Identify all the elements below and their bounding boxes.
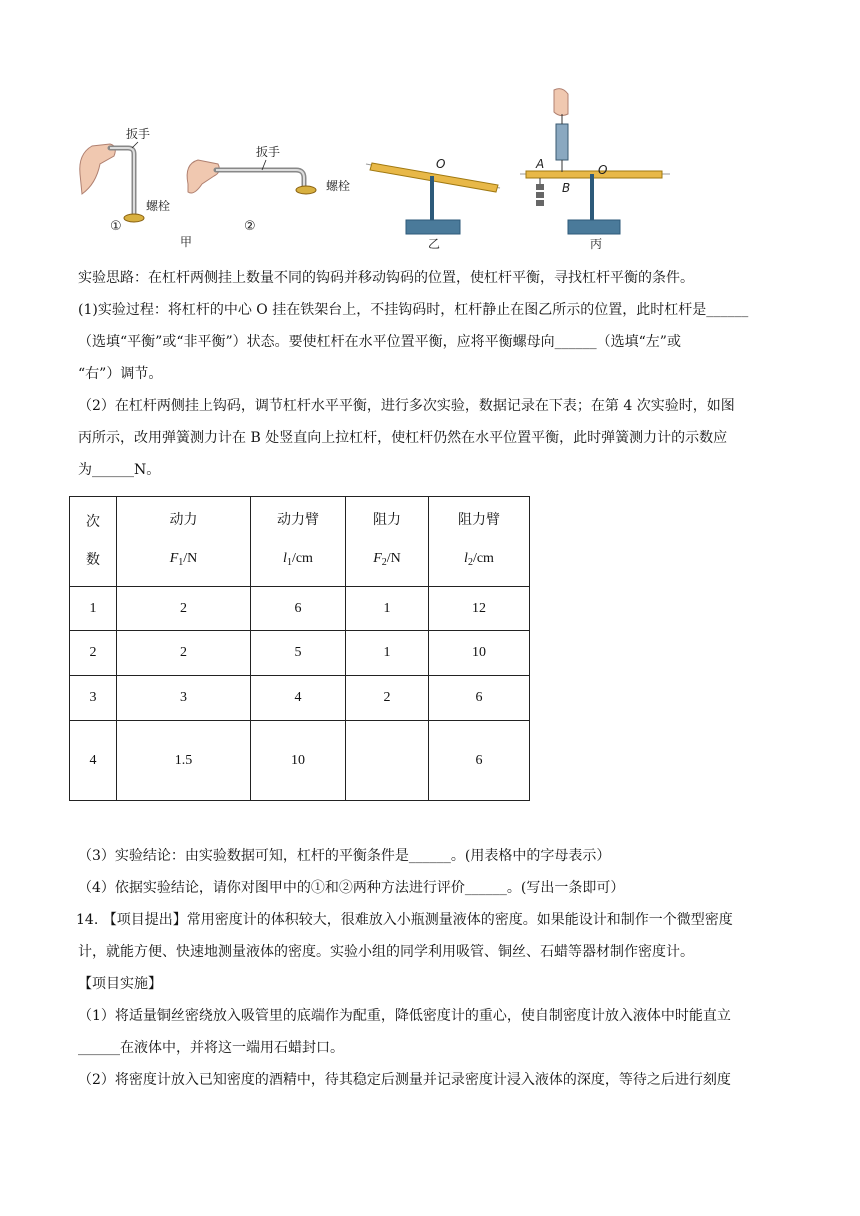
- table-cell: [346, 721, 429, 801]
- table-cell: 3: [70, 676, 117, 721]
- circle-2: ②: [244, 219, 256, 234]
- point-B: B: [562, 181, 571, 195]
- table-cell: 1: [70, 587, 117, 631]
- table-row: [70, 721, 530, 801]
- table-cell: 5: [251, 631, 346, 676]
- table-cell: 1.5: [117, 721, 251, 801]
- point-A: A: [536, 157, 545, 171]
- point-O-bing: O: [598, 163, 608, 177]
- table-row: [70, 631, 530, 676]
- figure-jia-1: [80, 126, 170, 234]
- table-cell: 3: [117, 676, 251, 721]
- s2-text: （2）将密度计放入已知密度的酒精中，待其稳定后测量并记录密度计浸入液体的深度，等待之后进行刻度: [78, 1072, 731, 1088]
- s1-line-1: （1）将适量铜丝密绕放入吸管里的底端作为配重，降低密度计的重心，使自制密度计放入液体中时能直立: [78, 1008, 731, 1024]
- table-cell: 6: [429, 676, 530, 721]
- q3-text: （3）实验结论：由实验数据可知，杠杆的平衡条件是______。(用表格中的字母表示）: [78, 848, 611, 864]
- table-cell: 2: [70, 631, 117, 676]
- q1-line-3: “右”）调节。: [78, 366, 163, 382]
- figure-yi: [366, 157, 500, 251]
- s1-line-2: ______在液体中，并将这一端用石蜡封口。: [78, 1040, 344, 1056]
- q2-line-1: （2）在杠杆两侧挂上钩码，调节杠杆水平平衡，进行多次实验，数据记录在下表；在第 4 次实验时，如图: [78, 398, 735, 414]
- q14-line-1: 14. 【项目提出】常用密度计的体积较大，很难放入小瓶测量液体的密度。如果能设计和制作一个微型密度: [76, 912, 733, 928]
- table-cell: 4: [70, 721, 117, 801]
- table-cell: 2: [346, 676, 429, 721]
- header-cell: 阻力臂 $l_2/cm$: [429, 497, 530, 587]
- figure-jia-label: 甲: [180, 235, 193, 249]
- implementation-title: 【项目实施】: [78, 976, 162, 992]
- header-cell: 动力 $F_1/N$: [117, 497, 251, 587]
- table-header-row: [70, 497, 530, 587]
- experiment-figures: [70, 84, 790, 254]
- point-O-yi: O: [436, 157, 446, 171]
- question-13-text: [78, 262, 788, 486]
- table-cell: 2: [117, 587, 251, 631]
- q1-line-1: (1)实验过程：将杠杆的中心 O 挂在铁架台上，不挂钩码时，杠杆静止在图乙所示的位置，此时杠杆是______: [78, 302, 749, 318]
- q2-line-2: 丙所示，改用弹簧测力计在 B 处竖直向上拉杠杆，使杠杆仍然在水平位置平衡，此时弹簧测力计的示数应: [78, 430, 728, 446]
- question-continuation: [78, 840, 788, 1096]
- figure-yi-label: 乙: [428, 237, 441, 251]
- q1-line-2: （选填“平衡”或“非平衡”）状态。要使杠杆在水平位置平衡，应将平衡螺母向______（选填“左”或: [78, 334, 681, 350]
- wrench-label-1: 扳手: [126, 127, 151, 141]
- header-cell: 动力臂 $l_1/cm$: [251, 497, 346, 587]
- table-cell: 4: [251, 676, 346, 721]
- header-cell: 阻力 $F_2/N$: [346, 497, 429, 587]
- table-cell: 1: [346, 631, 429, 676]
- table-cell: 6: [429, 721, 530, 801]
- figure-bing: [520, 89, 670, 251]
- table-row: [70, 676, 530, 721]
- table-row: [70, 587, 530, 631]
- table-cell: 1: [346, 587, 429, 631]
- table-cell: 2: [117, 631, 251, 676]
- table-cell: 10: [429, 631, 530, 676]
- q4-text: （4）依据实验结论，请你对图甲中的①和②两种方法进行评价______。(写出一条即可）: [78, 880, 625, 896]
- table-cell: 12: [429, 587, 530, 631]
- q14-line-2: 计，就能方便、快速地测量液体的密度。实验小组的同学利用吸管、铜丝、石蜡等器材制作密度计。: [78, 944, 694, 960]
- bolt-label-1: 螺栓: [146, 199, 171, 213]
- header-cell: 次 数: [70, 497, 117, 587]
- circle-1: ①: [110, 219, 122, 234]
- figure-jia-2: [187, 144, 350, 234]
- table-cell: 10: [251, 721, 346, 801]
- q2-line-3: 为______N。: [78, 462, 161, 478]
- data-table: [69, 496, 530, 801]
- wrench-label-2: 扳手: [256, 145, 281, 159]
- table-cell: 6: [251, 587, 346, 631]
- bolt-label-2: 螺栓: [326, 179, 351, 193]
- figure-bing-label: 丙: [590, 237, 603, 251]
- intro-text: 实验思路：在杠杆两侧挂上数量不同的钩码并移动钩码的位置，使杠杆平衡，寻找杠杆平衡的条件。: [78, 270, 694, 286]
